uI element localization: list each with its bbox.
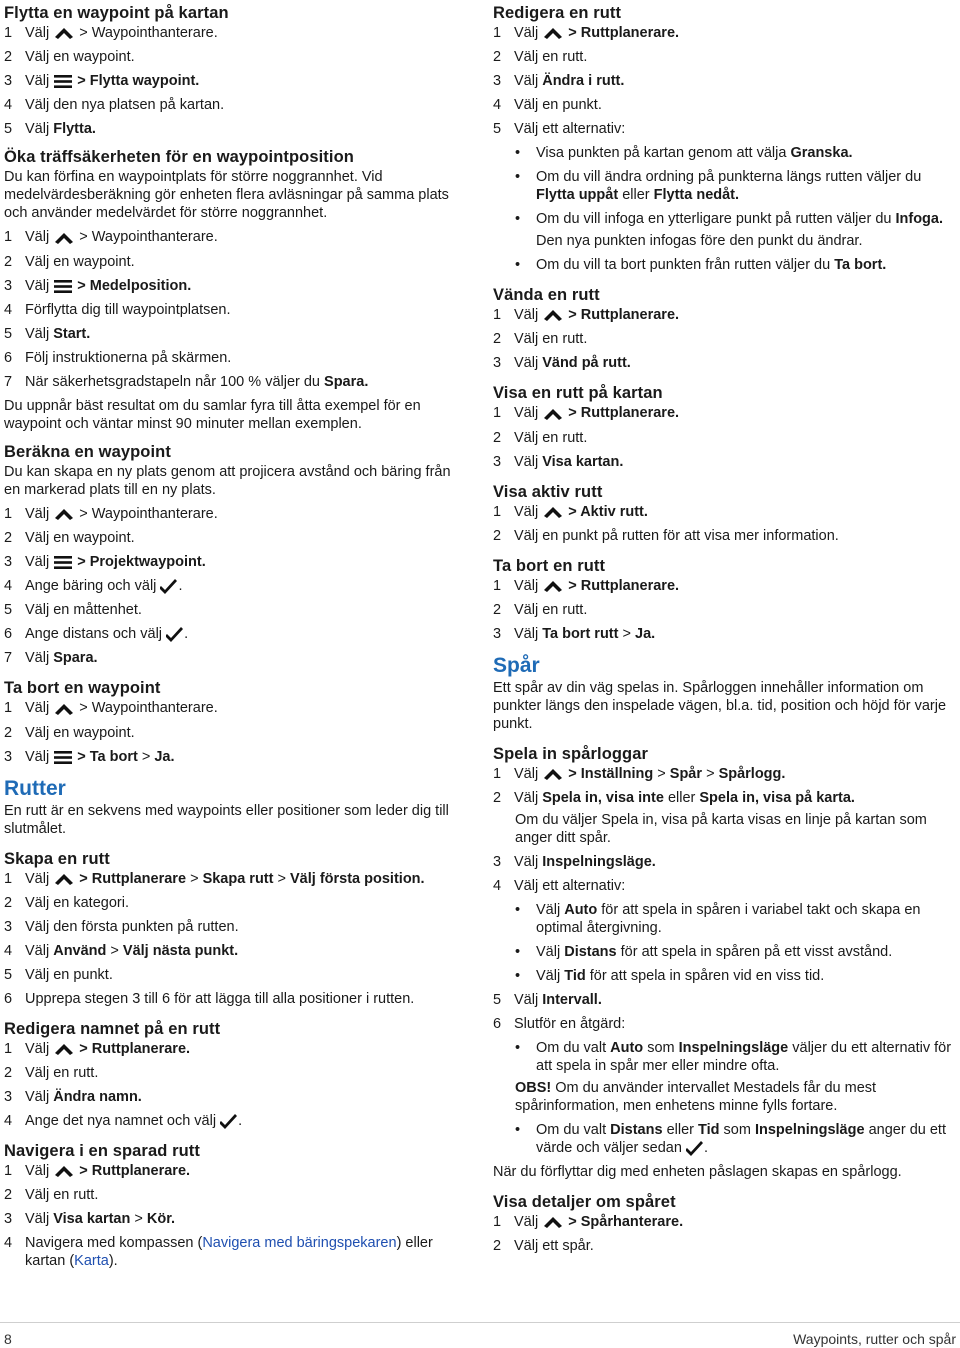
step: 2 Välj en waypoint.: [4, 724, 135, 741]
paragraph: En rutt är en sekvens med waypoints eller positioner som leder dig till slutmålet.: [4, 802, 449, 837]
step: 6 Följ instruktionerna på skärmen.: [4, 349, 232, 366]
bullet-item: • Om du valt Distans eller Tid som Inspelningsläge anger du ett värde och väljer sedan .: [493, 1121, 955, 1157]
section-title: Spela in spårloggar: [493, 744, 649, 763]
paragraph: Du kan förfina en waypointplats för större noggrannhet. Vid medelvärdesberäkning gör enheten flera avläsningar på samma plats och använder medelvärdet för större noggrannhet.: [4, 169, 449, 222]
section-title: Vända en rutt: [493, 286, 600, 305]
step: 5 Välj Flytta.: [4, 121, 96, 138]
step: 2 Välj en waypoint.: [4, 49, 135, 66]
step: 2 Välj en kategori.: [4, 894, 129, 911]
link-karta[interactable]: Karta: [74, 1253, 109, 1270]
step: 4 Välj Använd > Välj nästa punkt.: [4, 942, 239, 959]
step: 5 Välj Start.: [4, 325, 91, 342]
bullet-item: • Visa punkten på kartan genom att välja Granska.: [493, 144, 955, 162]
chevron-up-icon: [53, 505, 75, 523]
step: 3 Välj Ändra i rutt.: [493, 73, 625, 90]
step: 3 Välj Visa kartan.: [493, 453, 624, 470]
step: 4 Förflytta dig till waypointplatsen.: [4, 301, 231, 318]
menu-icon: [53, 748, 73, 766]
step: 1 Välj > Inställning > Spår > Spårlogg.: [493, 765, 786, 782]
section-title: Visa aktiv rutt: [493, 482, 603, 501]
step: 1 Välj > Waypointhanterare.: [4, 25, 218, 41]
step: 2 Välj en rutt.: [4, 1187, 99, 1204]
chevron-up-icon: [542, 405, 564, 423]
section-title: Skapa en rutt: [4, 849, 110, 868]
step: 5 Välj ett alternativ:: [493, 121, 626, 138]
paragraph: Ett spår av din väg spelas in. Spårloggen innehåller information om punkter längs den inspelade vägen, bl.a. tid, position och höjd för varje punkt.: [493, 679, 947, 732]
step: 2 Välj en rutt.: [493, 49, 588, 66]
step: 5 Välj en måttenhet.: [4, 602, 142, 619]
step: 2 Välj en waypoint.: [4, 529, 135, 546]
section-title: Visa detaljer om spåret: [493, 1193, 676, 1212]
checkmark-icon: [160, 577, 178, 595]
step: 4 Välj ett alternativ:: [493, 878, 626, 895]
right-column: [493, 2, 955, 1255]
menu-icon: [53, 277, 73, 295]
step: 3 Välj > Ta bort > Ja.: [4, 748, 175, 765]
chevron-up-icon: [53, 1162, 75, 1180]
section-title: Flytta en waypoint på kartan: [4, 4, 229, 22]
menu-icon: [53, 553, 73, 571]
step: 6 Slutför en åtgärd:: [493, 1016, 626, 1033]
step: 1 Välj > Ruttplanerare.: [493, 25, 680, 41]
step: 7 Välj Spara.: [4, 650, 98, 667]
step: 1 Välj > Ruttplanerare.: [493, 405, 680, 422]
section-title: Visa en rutt på kartan: [493, 384, 663, 403]
menu-icon: [53, 72, 73, 90]
step: 4 Ange det nya namnet och välj .: [4, 1113, 243, 1130]
step: 4 Välj en punkt.: [493, 97, 602, 114]
step: 1 Välj > Waypointhanterare.: [4, 700, 218, 717]
step: 1 Välj > Ruttplanerare.: [493, 577, 680, 594]
bullet-item: • Välj Tid för att spela in spåren vid en viss tid.: [493, 967, 955, 985]
step: 2 Välj en waypoint.: [4, 253, 135, 270]
step: 1 Välj > Spårhanterare.: [493, 1214, 684, 1231]
step: 2 Välj en rutt.: [493, 331, 588, 348]
step: 1 Välj > Aktiv rutt.: [493, 503, 648, 520]
step: 3 Välj Inspelningsläge.: [493, 854, 656, 871]
step: 1 Välj > Ruttplanerare.: [493, 307, 680, 324]
step: 1 Välj > Waypointhanterare.: [4, 229, 218, 246]
step: 1 Välj > Ruttplanerare > Skapa rutt > Välj första position.: [4, 870, 425, 887]
chevron-up-icon: [542, 577, 564, 595]
page-number: 8: [4, 1331, 12, 1347]
bullet-item: • Om du vill ta bort punkten från rutten väljer du Ta bort.: [493, 256, 955, 274]
chapter-title: Spår: [493, 653, 540, 677]
step: 3 Välj den första punkten på rutten.: [4, 918, 239, 935]
note: Om du väljer Spela in, visa på karta visas en linje på kartan som anger ditt spår.: [515, 812, 927, 847]
chevron-up-icon: [53, 229, 75, 247]
checkmark-icon: [686, 1139, 704, 1157]
section-title: Navigera i en sparad rutt: [4, 1142, 200, 1161]
section-title: Ta bort en rutt: [493, 556, 606, 575]
chapter-name: Waypoints, rutter och spår: [793, 1331, 956, 1347]
checkmark-icon: [166, 625, 184, 643]
step: 1 Välj > Ruttplanerare.: [4, 1163, 191, 1180]
chevron-up-icon: [542, 765, 564, 783]
page-footer: [0, 1322, 960, 1348]
step: 3 Välj Vänd på rutt.: [493, 355, 631, 372]
step: 1 Välj > Ruttplanerare.: [4, 1040, 191, 1057]
paragraph: Du kan skapa en ny plats genom att projicera avstånd och bäring från en markerad plats till en ny plats.: [4, 463, 451, 498]
step: 3 Välj > Flytta waypoint.: [4, 73, 200, 90]
checkmark-icon: [220, 1112, 238, 1130]
chevron-up-icon: [53, 700, 75, 718]
note: Den nya punkten infogas före den punkt du ändrar.: [536, 233, 863, 250]
chapter-title: Rutter: [4, 776, 66, 800]
chevron-up-icon: [542, 24, 564, 42]
chevron-up-icon: [542, 1213, 564, 1231]
step: 3 Välj > Projektwaypoint.: [4, 553, 206, 570]
step: 2 Välj Spela in, visa inte eller Spela in, visa på karta.: [493, 790, 855, 807]
step: 4 Ange bäring och välj .: [4, 578, 183, 595]
chevron-up-icon: [542, 306, 564, 324]
chevron-up-icon: [53, 24, 75, 42]
step: 4 Välj den nya platsen på kartan.: [4, 97, 225, 114]
chevron-up-icon: [53, 870, 75, 888]
step: 6 Upprepa stegen 3 till 6 för att lägga till alla positioner i rutten.: [4, 990, 415, 1007]
step: 7 När säkerhetsgradstapeln når 100 % väljer du Spara.: [4, 373, 369, 390]
step: 5 Välj en punkt.: [4, 966, 113, 983]
section-title: Öka träffsäkerheten för en waypointposition: [4, 148, 354, 167]
link-navigera-med-baringspekaren[interactable]: Navigera med bäringspekaren: [202, 1235, 397, 1252]
section-title: Redigera en rutt: [493, 4, 622, 22]
paragraph: När du förflyttar dig med enheten påslagen skapas en spårlogg.: [493, 1164, 902, 1181]
step: 4 Navigera med kompassen (Navigera med bäringspekaren) eller kartan (Karta).: [4, 1235, 433, 1270]
step: 3 Välj > Medelposition.: [4, 277, 192, 294]
bullet-item: • Om du vill ändra ordning på punkterna längs rutten väljer du Flytta uppåt eller Flytta nedåt.: [493, 168, 955, 204]
step: 3 Välj Ändra namn.: [4, 1089, 142, 1106]
bullet-item: • Välj Distans för att spela in spåren på ett visst avstånd.: [493, 943, 955, 961]
step: 5 Välj Intervall.: [493, 992, 602, 1009]
bullet-item: • Om du valt Auto som Inspelningsläge väljer du ett alternativ för att spela in spår mer eller mindre ofta.: [493, 1039, 955, 1075]
step: 2 Välj en punkt på rutten för att visa mer information.: [493, 527, 839, 544]
section-title: Redigera namnet på en rutt: [4, 1019, 221, 1038]
bullet-item: • Välj Auto för att spela in spåren i variabel takt och skapa en optimal återgivning.: [493, 901, 955, 937]
step: 3 Välj Ta bort rutt > Ja.: [493, 625, 656, 642]
step: 1 Välj > Waypointhanterare.: [4, 505, 218, 522]
step: 6 Ange distans och välj .: [4, 626, 189, 643]
left-column: [4, 2, 469, 1270]
step: 3 Välj Visa kartan > Kör.: [4, 1211, 176, 1228]
chevron-up-icon: [53, 1040, 75, 1058]
step: 2 Välj en rutt.: [4, 1065, 99, 1082]
paragraph: Du uppnår bäst resultat om du samlar fyra till åtta exempel för en waypoint och väntar minst 90 minuter mellan exemplen.: [4, 397, 421, 432]
section-title: Beräkna en waypoint: [4, 442, 171, 461]
obs-note: OBS! Om du använder intervallet Mestadels får du mest spårinformation, men enhetens minne fylls fortare.: [515, 1080, 877, 1115]
step: 2 Välj en rutt.: [493, 429, 588, 446]
step: 2 Välj en rutt.: [493, 601, 588, 618]
chevron-up-icon: [542, 503, 564, 521]
section-title: Ta bort en waypoint: [4, 679, 161, 698]
step: 2 Välj ett spår.: [493, 1238, 594, 1255]
bullet-item: • Om du vill infoga en ytterligare punkt på rutten väljer du Infoga.: [493, 210, 955, 228]
